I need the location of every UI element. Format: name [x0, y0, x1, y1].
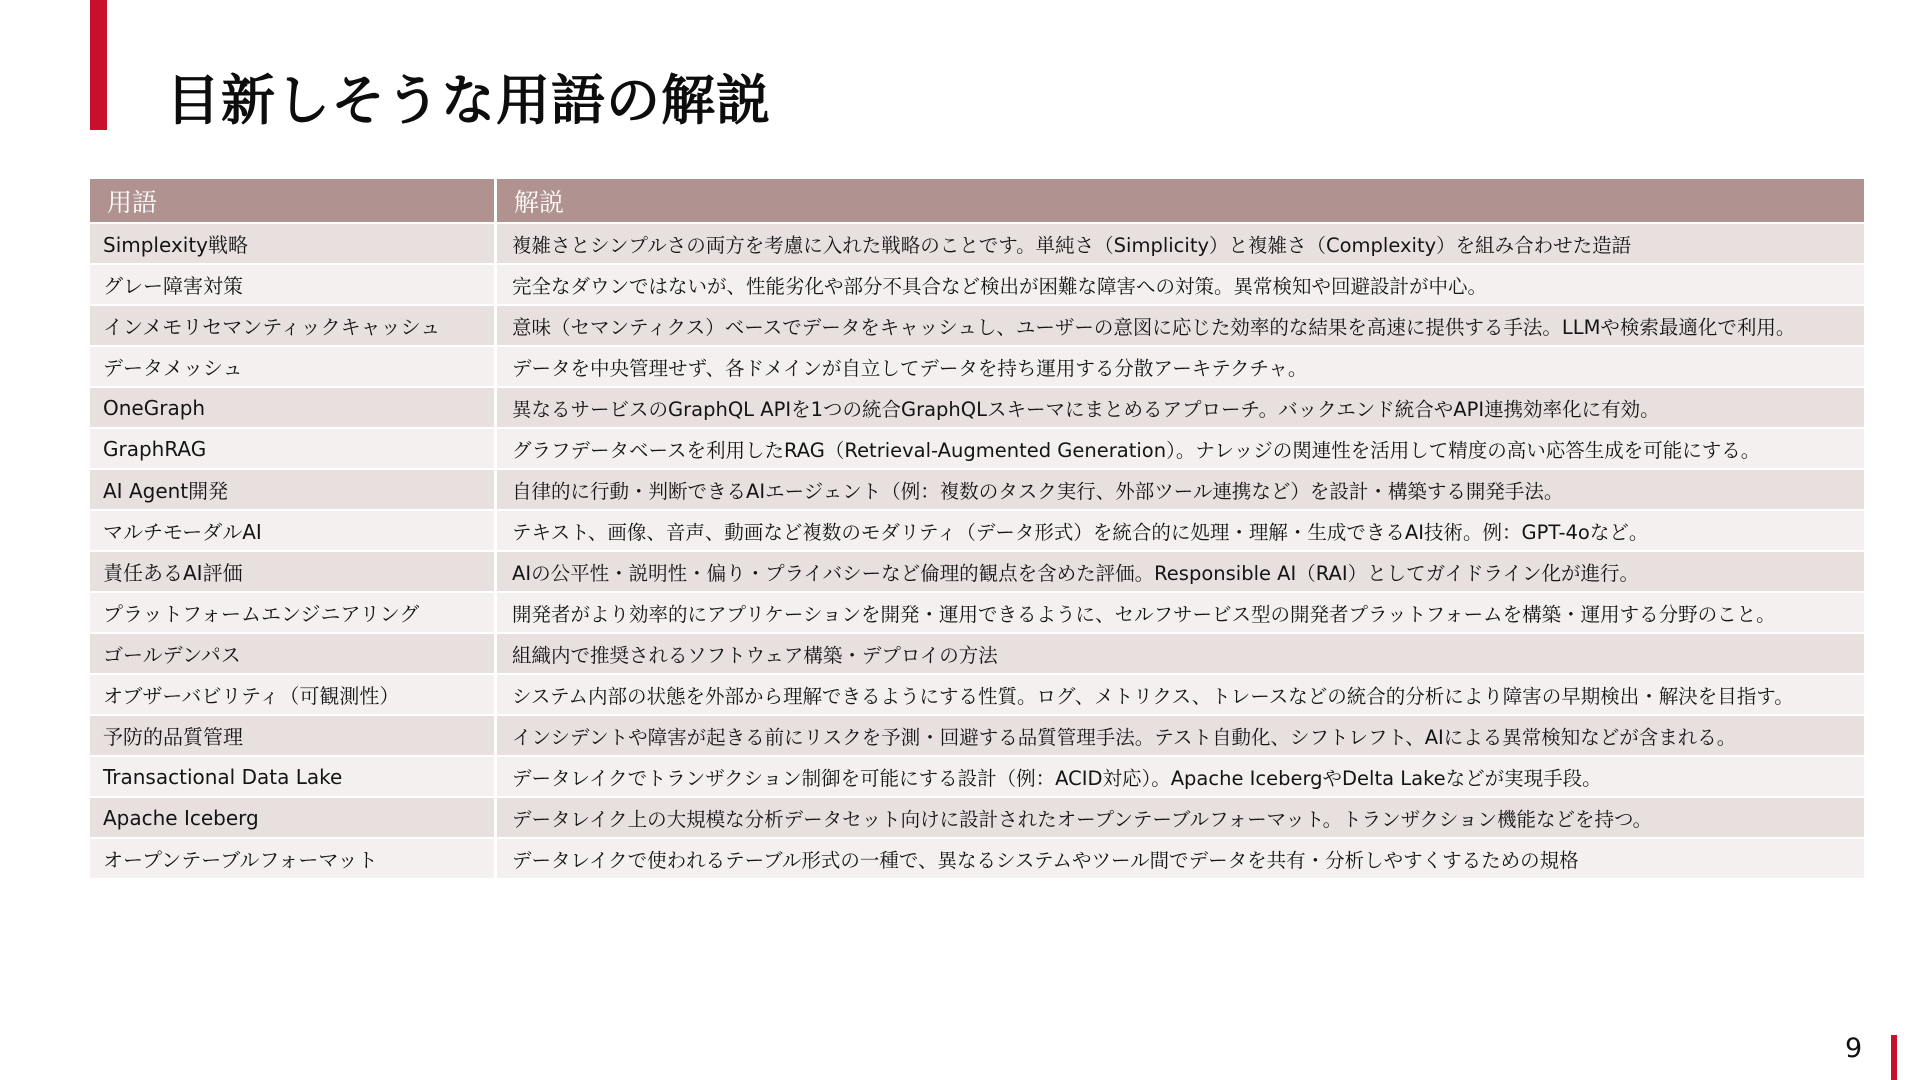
- header-description: 解説: [497, 179, 1864, 224]
- description-cell: グラフデータベースを利用したRAG（Retrieval-Augmented Generation）。ナレッジの関連性を活用して精度の高い応答生成を可能にする。: [497, 429, 1864, 470]
- description-cell: 開発者がより効率的にアプリケーションを開発・運用できるように、セルフサービス型の開発者プラットフォームを構築・運用する分野のこと。: [497, 593, 1864, 634]
- table-row: [90, 511, 1864, 552]
- term-cell: Simplexity戦略: [90, 224, 497, 265]
- page-title: 目新しそうな用語の解説: [166, 69, 771, 132]
- table-row: [90, 716, 1864, 757]
- table-row: [90, 265, 1864, 306]
- term-cell: インメモリセマンティックキャッシュ: [90, 306, 497, 347]
- term-cell: 責任あるAI評価: [90, 552, 497, 593]
- table-row: [90, 675, 1864, 716]
- table-row: [90, 798, 1864, 839]
- description-cell: 意味（セマンティクス）ベースでデータをキャッシュし、ユーザーの意図に応じた効率的な結果を高速に提供する手法。LLMや検索最適化で利用。: [497, 306, 1864, 347]
- description-cell: データレイク上の大規模な分析データセット向けに設計されたオープンテーブルフォーマット。トランザクション機能などを持つ。: [497, 798, 1864, 839]
- term-cell: 予防的品質管理: [90, 716, 497, 757]
- description-cell: 完全なダウンではないが、性能劣化や部分不具合など検出が困難な障害への対策。異常検知や回避設計が中心。: [497, 265, 1864, 306]
- term-cell: プラットフォームエンジニアリング: [90, 593, 497, 634]
- description-cell: インシデントや障害が起きる前にリスクを予測・回避する品質管理手法。テスト自動化、シフトレフト、AIによる異常検知などが含まれる。: [497, 716, 1864, 757]
- table-row: [90, 757, 1864, 798]
- term-cell: グレー障害対策: [90, 265, 497, 306]
- term-cell: マルチモーダルAI: [90, 511, 497, 552]
- table-row: [90, 593, 1864, 634]
- term-cell: Apache Iceberg: [90, 798, 497, 839]
- table-row: [90, 429, 1864, 470]
- term-cell: AI Agent開発: [90, 470, 497, 511]
- table-row: [90, 347, 1864, 388]
- description-cell: データレイクで使われるテーブル形式の一種で、異なるシステムやツール間でデータを共有・分析しやすくするための規格: [497, 839, 1864, 880]
- glossary-table: [90, 179, 1864, 880]
- header-term: 用語: [90, 179, 497, 224]
- description-cell: データを中央管理せず、各ドメインが自立してデータを持ち運用する分散アーキテクチャ。: [497, 347, 1864, 388]
- table-row: [90, 388, 1864, 429]
- table-row: [90, 224, 1864, 265]
- table-row: [90, 839, 1864, 880]
- table-row: [90, 306, 1864, 347]
- table-header-row: [90, 179, 1864, 224]
- page-number: 9: [1845, 1033, 1863, 1064]
- page-number-accent-bar: [1891, 1035, 1897, 1080]
- description-cell: 組織内で推奨されるソフトウェア構築・デプロイの方法: [497, 634, 1864, 675]
- term-cell: Transactional Data Lake: [90, 757, 497, 798]
- term-cell: オブザーバビリティ（可観測性）: [90, 675, 497, 716]
- term-cell: ゴールデンパス: [90, 634, 497, 675]
- description-cell: 自律的に行動・判断できるAIエージェント（例：複数のタスク実行、外部ツール連携など）を設計・構築する開発手法。: [497, 470, 1864, 511]
- term-cell: GraphRAG: [90, 429, 497, 470]
- description-cell: AIの公平性・説明性・偏り・プライバシーなど倫理的観点を含めた評価。Responsible AI（RAI）としてガイドライン化が進行。: [497, 552, 1864, 593]
- table-row: [90, 470, 1864, 511]
- description-cell: データレイクでトランザクション制御を可能にする設計（例：ACID対応）。Apache IcebergやDelta Lakeなどが実現手段。: [497, 757, 1864, 798]
- description-cell: システム内部の状態を外部から理解できるようにする性質。ログ、メトリクス、トレースなどの統合的分析により障害の早期検出・解決を目指す。: [497, 675, 1864, 716]
- description-cell: テキスト、画像、音声、動画など複数のモダリティ（データ形式）を統合的に処理・理解・生成できるAI技術。例：GPT-4oなど。: [497, 511, 1864, 552]
- table-row: [90, 552, 1864, 593]
- term-cell: オープンテーブルフォーマット: [90, 839, 497, 880]
- term-cell: データメッシュ: [90, 347, 497, 388]
- description-cell: 複雑さとシンプルさの両方を考慮に入れた戦略のことです。単純さ（Simplicity）と複雑さ（Complexity）を組み合わせた造語: [497, 224, 1864, 265]
- title-accent-bar: [90, 0, 107, 130]
- description-cell: 異なるサービスのGraphQL APIを1つの統合GraphQLスキーマにまとめるアプローチ。バックエンド統合やAPI連携効率化に有効。: [497, 388, 1864, 429]
- table-row: [90, 634, 1864, 675]
- term-cell: OneGraph: [90, 388, 497, 429]
